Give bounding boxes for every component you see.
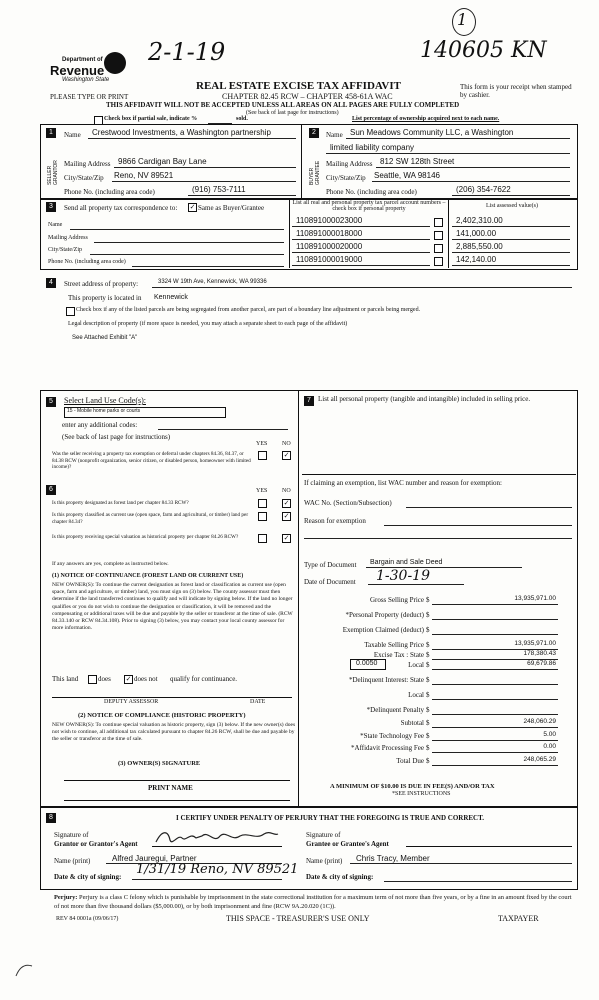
doc-date-line — [368, 574, 464, 585]
doc-type-label: Type of Document — [304, 561, 357, 569]
assessed-line — [452, 216, 570, 227]
tax-row-label: Taxable Selling Price — [364, 641, 424, 649]
buyer-name[interactable]: Sun Meadows Community LLC, a Washington — [350, 128, 514, 137]
assessed-header: List assessed value(s) — [486, 203, 538, 209]
logo-line1: Department of — [62, 57, 103, 63]
if-yes-note: If any answers are yes, complete as instructed below. — [52, 561, 169, 567]
dollar-sign: $ — [426, 757, 430, 765]
segregated-label: Check box if any of the listed parcels are being segregated from another parcel, are part of a boundary line adjustment or parcels being merged. — [76, 307, 421, 313]
tax-row-value[interactable]: 248,060.29 — [523, 718, 556, 725]
additional-codes-label: enter any additional codes: — [62, 421, 138, 429]
wac-label: WAC No. (Section/Subsection) — [304, 499, 392, 507]
parcel-number[interactable]: 110891000023000 — [296, 216, 363, 225]
tax-row-label: Excise Tax : State — [373, 651, 424, 659]
dollar-sign: $ — [426, 651, 430, 659]
additional-codes-line — [158, 421, 288, 430]
section-1-number: 1 — [46, 128, 56, 138]
assessed-line — [452, 242, 570, 253]
logo-line3: Washington State — [62, 77, 110, 83]
parcel-number[interactable]: 110891000020000 — [296, 242, 363, 251]
seller-address-line — [114, 157, 296, 168]
grantee-name-line — [350, 854, 572, 864]
section-4-number: 4 — [46, 278, 56, 288]
s6-question-3: Is this property receiving special valuation as historical property per chapter 84.26 RCW? — [52, 534, 239, 540]
located-label: This property is located in — [68, 294, 142, 302]
s3-phone-line — [132, 259, 284, 267]
s6-q1-yes-checkbox[interactable] — [258, 499, 267, 508]
minimum-due-note: A MINIMUM OF $10.00 IS DUE IN FEE(S) AND/OR TAX — [330, 783, 495, 790]
grantor-agent-label: Grantor or Grantor's Agent — [54, 840, 138, 848]
tax-row-label: Local — [408, 661, 424, 669]
s3-name-line — [70, 222, 284, 230]
tax-row-label: *State Technology Fee — [360, 732, 424, 740]
handwritten-number: 140605 KN — [420, 38, 547, 63]
s5-q1-no-checkbox[interactable]: ✓ — [283, 451, 290, 459]
grantee-name[interactable]: Chris Tracy, Member — [356, 854, 430, 863]
section-3-number: 3 — [46, 202, 56, 212]
tax-row-line — [432, 676, 558, 685]
segregated-checkbox[interactable] — [66, 307, 75, 316]
grantor-date-line — [132, 870, 282, 880]
doc-date-label: Date of Document — [304, 578, 356, 586]
local-rate: 0.0050 — [356, 660, 378, 667]
dollar-sign: $ — [426, 626, 430, 634]
perjury-text: Perjury is a class C felony which is punishable by imprisonment in the state correctional institution for a maximum term of not more than five years, or by a fine in an amount fixed by the court of not more than five thousand dollars ($5,000.00), or by both imprisonment and fine (RCW 9A.20.020 (1C)). — [54, 894, 572, 910]
same-as-buyer-checkbox[interactable]: ✓ — [189, 203, 196, 211]
legal-label: Legal description of property (if more space is needed, you may attach a separate sheet to each page of the affidavit) — [68, 321, 348, 327]
parcel-number[interactable]: 110891000019000 — [296, 255, 363, 264]
seller-phone[interactable]: (916) 753-7111 — [192, 185, 246, 194]
grantor-date-city-label: Date & city of signing: — [54, 873, 122, 881]
parcel-number[interactable]: 110891000018000 — [296, 229, 363, 238]
tax-row-value[interactable]: 0.00 — [543, 743, 556, 750]
parcel-line — [292, 255, 430, 266]
tax-row-label: Subtotal — [400, 719, 424, 727]
dollar-sign: $ — [426, 691, 430, 699]
dollar-sign: $ — [426, 732, 430, 740]
dor-logo-icon — [104, 52, 126, 74]
deputy-date: DATE — [250, 699, 266, 705]
handwritten-date: 2-1-19 — [148, 38, 226, 66]
buyer-name-line2[interactable]: limited liability company — [330, 143, 415, 152]
tax-row-label: *Delinquent Penalty — [366, 706, 424, 714]
s5-yes-header: YES — [256, 441, 268, 447]
seller-phone-line — [188, 185, 296, 196]
seller-address[interactable]: 9866 Cardigan Bay Lane — [118, 157, 207, 166]
parcel-line — [292, 216, 430, 227]
land-does-not-checkbox[interactable]: ✓ — [125, 675, 132, 683]
dollar-sign: $ — [426, 676, 430, 684]
tax-row-line — [432, 611, 558, 620]
notice-2-text: NEW OWNER(S): To continue special valuation as historic property, sign (3) below. If the new owner(s) does not wish to continue, all additional tax calculated pursuant to chapter 84.26 RCW, shall be due and payable by the seller or transferor at the time of sale. — [52, 722, 296, 743]
seller-side-label: SELLER GRANTOR — [47, 160, 59, 185]
personal-property-checkbox[interactable] — [434, 231, 443, 240]
receipt-note: This form is your receipt when stamped by cashier. — [460, 83, 572, 99]
wac-input[interactable] — [406, 499, 572, 508]
tax-row-label: *Personal Property (deduct) — [345, 611, 424, 619]
buyer-name-line — [346, 128, 570, 139]
does-label: does — [98, 675, 111, 683]
grantor-date-city[interactable]: 1/31/19 Reno, NV 89521 — [136, 862, 299, 877]
buyer-phone-line — [452, 185, 570, 196]
deputy-assessor: DEPUTY ASSESSOR — [104, 699, 159, 705]
buyer-name2-line — [326, 143, 570, 154]
s3-address-label: Mailing Address — [48, 235, 88, 241]
qualify-label: qualify for continuance. — [170, 675, 238, 683]
page-title: REAL ESTATE EXCISE TAX AFFIDAVIT — [196, 80, 401, 92]
tax-row-value[interactable]: 5.00 — [543, 731, 556, 738]
tax-row-line — [432, 691, 558, 700]
assessed-value[interactable]: 2,402,310.00 — [456, 216, 503, 225]
tax-row-value[interactable]: 69,679.86 — [527, 660, 556, 667]
grantee-agent-label: Grantee or Grantee's Agent — [306, 840, 389, 848]
grantee-name-label: Name (print) — [306, 857, 343, 865]
tax-row-line — [432, 706, 558, 715]
dollar-sign: $ — [426, 719, 430, 727]
grantor-signature — [152, 826, 282, 848]
seller-name-label: Name — [64, 131, 81, 139]
tax-row-value[interactable]: 13,935,971.00 — [514, 640, 556, 647]
seller-address-label: Mailing Address — [64, 160, 111, 168]
legal-description[interactable]: See Attached Exhibit "A" — [72, 335, 138, 341]
section-7-number: 7 — [304, 396, 314, 406]
buyer-name-label: Name — [326, 131, 343, 139]
assessed-value[interactable]: 2,885,550.00 — [456, 242, 503, 251]
dollar-sign: $ — [426, 661, 430, 669]
send-correspondence: Send all property tax correspondence to: — [64, 204, 178, 212]
dollar-sign: $ — [426, 596, 430, 604]
section-5-number: 5 — [46, 397, 56, 407]
grantee-date-city-label: Date & city of signing: — [306, 873, 374, 881]
sold-label: sold. — [236, 116, 248, 122]
section-2-number: 2 — [309, 128, 319, 138]
land-use-label: Select Land Use Code(s): — [64, 396, 146, 405]
logo-line2: Revenue — [50, 63, 105, 78]
seller-city-line — [112, 171, 296, 182]
buyer-phone[interactable]: (206) 354-7622 — [456, 185, 511, 194]
tax-row-label: Exemption Claimed (deduct) — [342, 626, 424, 634]
parcel-line — [292, 242, 430, 253]
section-6-number: 6 — [46, 485, 56, 495]
parcel-line — [292, 229, 430, 240]
notice-1-title: (1) NOTICE OF CONTINUANCE (FOREST LAND OR CURRENT USE) — [52, 573, 244, 579]
chapter: CHAPTER 82.45 RCW – CHAPTER 458-61A WAC — [222, 92, 393, 101]
buyer-city[interactable]: Seattle, WA 98146 — [374, 171, 440, 180]
s3-name-label: Name — [48, 222, 63, 228]
reason-input[interactable] — [384, 517, 572, 526]
s6-question-1: Is this property designated as forest land per chapter 84.33 RCW? — [52, 500, 189, 506]
buyer-phone-label: Phone No. (including area code) — [326, 188, 417, 196]
does-not-label: does not — [134, 675, 158, 683]
stray-mark — [14, 960, 34, 980]
buyer-side-label: BUYER GRANTEE — [309, 160, 321, 185]
assessed-line — [452, 229, 570, 240]
s6-no-header: NO — [282, 488, 291, 494]
street-address[interactable]: 3324 W 19th Ave, Kennewick, WA 99336 — [158, 279, 267, 285]
parcels-header: List all real and personal property tax parcel account numbers – check box if personal property — [292, 200, 446, 212]
seller-name-line — [88, 128, 296, 139]
buyer-address-label: Mailing Address — [326, 160, 373, 168]
personal-property-checkbox[interactable] — [434, 257, 443, 266]
doc-date[interactable]: 1-30-19 — [376, 568, 430, 584]
dollar-sign: $ — [426, 611, 430, 619]
tax-row-label: Local — [408, 691, 424, 699]
doc-type-line — [366, 559, 522, 568]
tax-row-label: Gross Selling Price — [369, 596, 424, 604]
s5-no-header: NO — [282, 441, 291, 447]
s3-city-line — [90, 247, 284, 255]
s6-q2-no-checkbox[interactable]: ✓ — [283, 512, 290, 520]
s6-q2-yes-checkbox[interactable] — [258, 512, 267, 521]
located-city[interactable]: Kennewick — [154, 294, 188, 301]
partial-sale-label: Check box if partial sale, indicate % — [104, 116, 198, 122]
tax-row-value[interactable]: 13,935,971.00 — [514, 595, 556, 602]
dollar-sign: $ — [426, 744, 430, 752]
s6-q3-no-checkbox[interactable]: ✓ — [283, 534, 290, 542]
s5-question-1: Was the seller receiving a property tax exemption or deferral under chapters 84.36, 84.37, or 84.38 RCW (nonprofit organization, senior citizen, or disabled person, homeowner with limited income)? — [52, 451, 251, 470]
reason-line-2 — [304, 530, 572, 539]
grantee-sig-label: Signature of — [306, 831, 341, 839]
perjury-label: Perjury: — [54, 894, 78, 901]
same-as-buyer-label: Same as Buyer/Grantee — [198, 204, 265, 212]
print-name-label: PRINT NAME — [148, 784, 193, 792]
notice-1-text: NEW OWNER(S): To continue the current designation as forest land or classification as current use (open space, farm and agriculture, or timber) land, you must sign on (3) below. The county assessor must then determine if the land transferred continues to qualify and will indicate by signing below. If the land no longer qualifies or you do not wish to continue the designation or classification, it will be removed and the compensating or additional taxes will be due and payable by the seller or transferor at the time of sale. (RCW 84.33.140 or RCW 84.34.108). Prior to signing (3) below, you may contact your local county assessor for more information. — [52, 582, 293, 632]
dollar-sign: $ — [426, 641, 430, 649]
assessed-value[interactable]: 142,140.00 — [456, 255, 497, 264]
exemption-claim-label: If claiming an exemption, list WAC number and reason for exemption: — [304, 479, 502, 487]
s3-address-line — [94, 235, 284, 243]
personal-property-label: List all personal property (tangible and intangible) included in selling price. — [318, 395, 531, 403]
buyer-city-label: City/State/Zip — [326, 174, 366, 182]
buyer-city-line — [372, 171, 570, 182]
buyer-address[interactable]: 812 SW 128th Street — [380, 157, 455, 166]
tax-row-line — [432, 626, 558, 635]
form-number: REV 84 0001a (09/06/17) — [56, 916, 119, 922]
treasurer-use-label: THIS SPACE - TREASURER'S USE ONLY — [226, 914, 370, 923]
personal-property-checkbox[interactable] — [434, 244, 443, 253]
grantor-name[interactable]: Alfred Jauregui, Partner — [112, 854, 197, 863]
tax-row-value[interactable]: 178,380.43 — [523, 650, 556, 657]
owner-signature-label: (3) OWNER(S) SIGNATURE — [118, 760, 201, 767]
s6-q1-no-checkbox[interactable]: ✓ — [283, 499, 290, 507]
grantee-date-city-input[interactable] — [384, 873, 572, 882]
seller-city-label: City/State/Zip — [64, 174, 104, 182]
not-accepted-note: THIS AFFIDAVIT WILL NOT BE ACCEPTED UNLESS ALL AREAS ON ALL PAGES ARE FULLY COMPLETED — [106, 101, 460, 109]
seller-name[interactable]: Crestwood Investments, a Washington partnership — [92, 128, 271, 137]
personal-property-checkbox[interactable] — [434, 218, 443, 227]
see-instructions-note: *SEE INSTRUCTIONS — [392, 791, 451, 797]
seller-phone-label: Phone No. (including area code) — [64, 188, 155, 196]
street-label: Street address of property: — [64, 280, 139, 288]
tax-row-label: *Delinquent Interest: State — [348, 676, 424, 684]
s6-question-2: Is this property classified as current use (open space, farm and agricultural, or timber) land per chapter 84.34? — [52, 512, 249, 525]
handwritten-circle-number: 1 — [457, 10, 468, 29]
grantor-sig-label: Signature of — [54, 831, 89, 839]
assessed-value[interactable]: 141,000.00 — [456, 229, 497, 238]
perjury-statement — [54, 893, 574, 911]
grantor-name-label: Name (print) — [54, 857, 91, 865]
s5-q1-yes-checkbox[interactable] — [258, 451, 267, 460]
s5-see-back: (See back of last page for instructions) — [62, 433, 171, 441]
see-back-note: (See back of last page for instructions) — [246, 110, 339, 116]
s3-phone-label: Phone No. (including area code) — [48, 259, 126, 265]
land-use-value: 15 - Mobile home parks or courts — [67, 408, 141, 414]
tax-row-label: Total Due — [396, 757, 424, 765]
seller-city[interactable]: Reno, NV 89521 — [114, 171, 174, 180]
s6-q3-yes-checkbox[interactable] — [258, 534, 267, 543]
this-land-label: This land — [52, 675, 79, 683]
tax-row-label: *Affidavit Processing Fee — [351, 744, 424, 752]
buyer-address-line — [376, 157, 570, 168]
assessed-line — [452, 255, 570, 266]
list-percentage-note: List percentage of ownership acquired next to each name. — [352, 116, 500, 122]
s3-city-label: City/State/Zip — [48, 247, 82, 253]
certify-statement: I CERTIFY UNDER PENALTY OF PERJURY THAT THE FOREGOING IS TRUE AND CORRECT. — [176, 814, 485, 822]
notice-2-title: (2) NOTICE OF COMPLIANCE (HISTORIC PROPERTY) — [78, 712, 246, 719]
street-line — [152, 279, 572, 288]
please-type: PLEASE TYPE OR PRINT — [50, 93, 129, 101]
section-8-number: 8 — [46, 813, 56, 823]
tax-row-value[interactable]: 248,065.29 — [523, 756, 556, 763]
taxpayer-copy-label: TAXPAYER — [498, 914, 539, 923]
reason-label: Reason for exemption — [304, 517, 366, 525]
partial-sale-pct-line — [208, 116, 232, 124]
land-does-checkbox[interactable] — [88, 675, 97, 684]
doc-type[interactable]: Bargain and Sale Deed — [370, 559, 443, 566]
s6-yes-header: YES — [256, 488, 268, 494]
dollar-sign: $ — [426, 706, 430, 714]
